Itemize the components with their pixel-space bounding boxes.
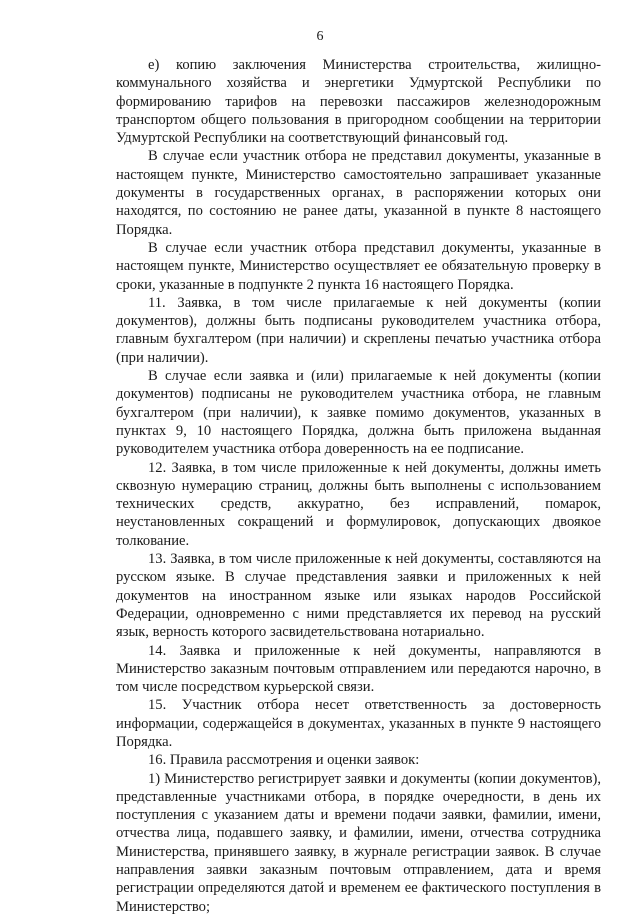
paragraph-item-15: 15. Участник отбора несет ответственность за достоверность информации, содержащейся в документах, указанных в пункте 9 настоящего Порядка.	[116, 697, 601, 750]
document-body	[116, 56, 601, 916]
paragraph-item-16: 16. Правила рассмотрения и оценки заявок:	[148, 752, 420, 769]
paragraph-item-11-signature: В случае если заявка и (или) прилагаемые к ней документы (копии документов) подписаны не руководителем участника отбора, не главным бухгалтером (при наличии), к заявке помимо документов, указанных в пунктах 9, 10 настоящего Порядка, должна быть приложена выданная руководителем участника отбора доверенность на ее подписание.	[116, 368, 601, 458]
paragraph-item-16-1: 1) Министерство регистрирует заявки и документы (копии документов), представленные участниками отбора, в порядке очередности, в день их поступления с указанием даты и времени подачи заявки, фамилии, имени, отчества лица, подавшего заявку, и фамилии, имени, отчества сотрудника Министерства, принявшего заявку, в журнале регистрации заявок. В случае направления заявки заказным почтовым отправлением, дата и время регистрации определяются датой и временем ее фактического поступления в Министерство;	[116, 770, 601, 915]
paragraph-submitted: В случае если участник отбора представил документы, указанные в настоящем пункте, Министерство осуществляет ее обязательную проверку в сроки, указанные в подпункте 2 пункта 16 настоящего Порядка.	[116, 239, 601, 293]
paragraph-not-submitted: В случае если участник отбора не представил документы, указанные в настоящем пункте, Министерство самостоятельно запрашивает указанные документы в государственных органах, в распоряжении которых они находятся, по состоянию не ранее даты, указанной в пункте 8 настоящего Порядка.	[116, 148, 601, 238]
paragraph-item-12: 12. Заявка, в том числе приложенные к ней документы, должны иметь сквозную нумерацию страниц, должны быть выполнены с использованием технических средств, аккуратно, без исправлений, помарок, неустановленных сокращений и формулировок, допускающих двоякое толкование.	[116, 459, 601, 549]
page-number: 6	[316, 29, 324, 44]
paragraph-item-14: 14. Заявка и приложенные к ней документы, направляются в Министерство заказным почтовым отправлением или передаются нарочно, в том числе посредством курьерской связи.	[116, 642, 601, 696]
paragraph-item-11: 11. Заявка, в том числе прилагаемые к ней документы (копии документов), должны быть подписаны руководителем участника отбора, главным бухгалтером (при наличии) и скреплены печатью участника отбора (при наличии).	[116, 294, 601, 366]
paragraph-item-13: 13. Заявка, в том числе приложенные к ней документы, составляются на русском языке. В случае представления заявки и приложенных к ней документов на иностранном языке или языках народов Российской Федерации, одновременно с ними представляется их перевод на русский язык, верность которого засвидетельствована нотариально.	[116, 551, 601, 641]
paragraph-e-conclusion: е) копию заключения Министерства строительства, жилищно-коммунального хозяйства и энергетики Удмуртской Республики по формированию тарифов на перевозки пассажиров железнодорожным транспортом общего пользования в пригородном сообщении на территории Удмуртской Республики на соответствующий финансовый год.	[116, 57, 601, 147]
